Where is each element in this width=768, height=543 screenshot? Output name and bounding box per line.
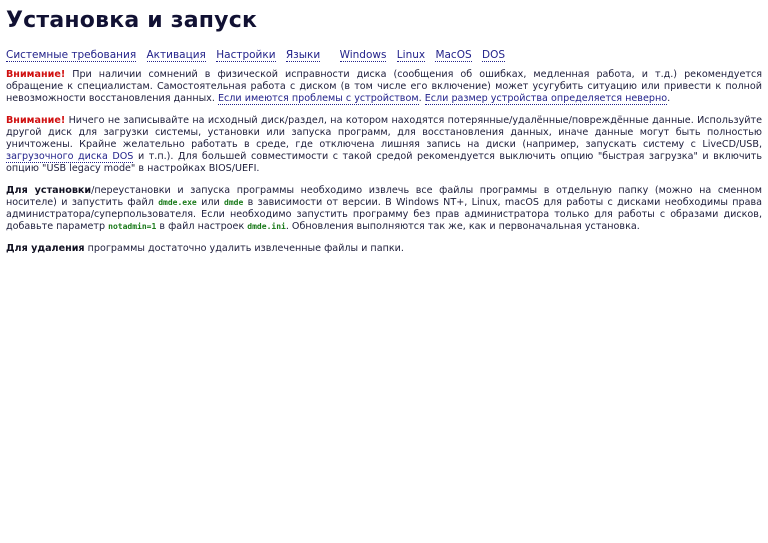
install-text: в файл настроек [156, 221, 248, 232]
separator-text: . [418, 93, 425, 104]
nav-link-linux[interactable]: Linux [396, 49, 426, 61]
nav-link-windows[interactable]: Windows [339, 49, 387, 61]
warning-label: Внимание! [6, 69, 66, 80]
install-text: . Обновления выполняются так же, как и первоначальная установка. [285, 221, 640, 232]
nav-link-languages[interactable]: Языки [285, 49, 321, 61]
warning-paragraph-disk-health [6, 69, 762, 105]
install-text: /переустановки и запуска программы необходимо извлечь все файлы программы в отдельную папку (можно на сменном носителе) и запустить файл [6, 185, 762, 208]
uninstall-heading: Для удаления [6, 243, 85, 254]
end-text: . [667, 93, 671, 104]
nav-link-system-requirements[interactable]: Системные требования [6, 49, 137, 61]
uninstall-text: программы достаточно удалить извлеченные файлы и папки. [84, 243, 404, 254]
warning-text-continued: и т.п.). Для большей совместимости с такой средой рекомендуется выключить опцию "быстрая загрузка" и включить опцию "USB legacy mode" в настройках BIOS/UEFI. [6, 151, 762, 174]
uninstall-paragraph [6, 243, 762, 255]
nav-link-settings[interactable]: Настройки [216, 49, 276, 61]
warning-text: Ничего не записывайте на исходный диск/раздел, на котором находятся потерянные/удалённые/повреждённые данные. Используйте другой диск для загрузки системы, установки или запуска программ, для восстановления данных, иначе данные могут быть полностью уничтожены. Крайне желательно работать в среде, где отключена лишняя запись на диски (например, запускать систему с LiveCD/USB, [6, 115, 762, 150]
warning-paragraph-no-write [6, 115, 762, 175]
nav-link-activation[interactable]: Активация [146, 49, 206, 61]
link-device-problems[interactable]: Если имеются проблемы с устройством [217, 93, 419, 104]
nav-link-dos[interactable]: DOS [481, 49, 505, 61]
code-dmde: dmde [224, 198, 244, 207]
link-dos-boot-disk[interactable]: загрузочного диска DOS [6, 151, 134, 162]
warning-label: Внимание! [6, 115, 66, 126]
page-title: Установка и запуск [6, 8, 258, 33]
code-dmde-exe: dmde.exe [158, 198, 197, 207]
top-nav [6, 49, 762, 61]
install-paragraph [6, 185, 762, 233]
code-notadmin: notadmin=1 [108, 222, 157, 231]
link-device-size-wrong[interactable]: Если размер устройства определяется неверно [424, 93, 668, 104]
code-dmde-ini: dmde.ini [247, 222, 286, 231]
nav-link-macos[interactable]: MacOS [435, 49, 472, 61]
install-heading: Для установки [6, 185, 92, 196]
warning-text: При наличии сомнений в физической исправности диска (сообщения об ошибках, медленная работа, и т.д.) рекомендуется обращение к специалистам. Самостоятельная работа с диском (в том числе его включение) может усугубить ситуацию или привести к полной невозможности восстановления данных. [6, 69, 762, 104]
install-text: в зависимости от версии. В Windows NT+, Linux, macOS для работы с дисками необходимы права администратора/суперпользователя. Если необходимо запустить программу без прав администратора только для работы с образами дисков, добавьте параметр [6, 197, 763, 232]
install-text: или [196, 197, 225, 208]
page [0, 0, 768, 255]
